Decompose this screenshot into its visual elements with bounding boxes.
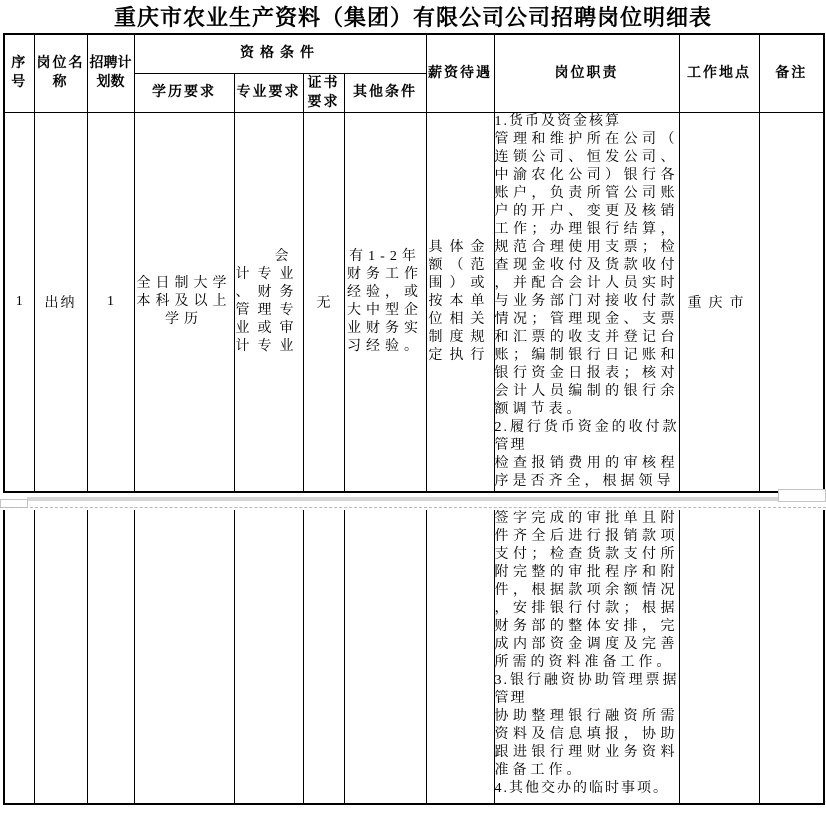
duties-paragraph: 4.其他交办的临时事项。	[494, 781, 669, 796]
header-education: 学历要求	[134, 73, 234, 112]
duties-paragraph: 1.货币及资金核算	[494, 113, 621, 129]
cell-remark-cont	[759, 510, 824, 804]
cell-education-cont	[134, 510, 234, 804]
cell-certificate: 无	[303, 112, 344, 492]
cell-plan-count: 1	[87, 112, 134, 492]
cell-remark	[759, 112, 824, 492]
cell-position-name: 出纳	[34, 112, 87, 492]
cell-education: 全日制大学本科及以上学历	[134, 112, 234, 492]
page-break-dashed-line	[0, 507, 826, 508]
cell-location-cont	[679, 510, 759, 804]
header-plan-count: 招聘计划数	[87, 34, 134, 112]
cell-location: 重庆市	[679, 112, 759, 492]
cell-major: 会计专业、财务管理专业或审计专业	[234, 112, 303, 492]
header-other-conditions: 其他条件	[344, 73, 426, 112]
recruitment-table-page2	[3, 510, 825, 805]
header-salary: 薪资待遇	[426, 34, 494, 112]
header-location: 工作地点	[679, 34, 759, 112]
cell-seq: 1	[4, 112, 34, 492]
header-major: 专业要求	[234, 73, 303, 112]
duties-paragraph: 协助整理银行融资所需资料及信息填报，协助跟进银行理财业务资料准备工作。	[494, 709, 679, 778]
duties-paragraph: 3.银行融资协助管理票据管理	[494, 673, 679, 706]
duties-paragraph: 管理和维护所在公司（连锁公司、恒发公司、中渝农化公司）银行各账户，负责所管公司账户的开户、变更及核销工作；办理银行结算，规范合理使用支票；检查现金收付及货款收付，并配合会计人员实时与业务部门对接收付款情况；管理现金、支票和汇票的收支并登记台账；编制银行日记账和银行资金日报表；核对会计人员编制的银行余额调节表。	[494, 131, 679, 417]
header-certificate: 证书要求	[303, 73, 344, 112]
header-duties: 岗位职责	[494, 34, 679, 112]
cell-position-name-cont	[34, 510, 87, 804]
page-title: 重庆市农业生产资料（集团）有限公司公司招聘岗位明细表	[113, 5, 712, 30]
cell-major-cont	[234, 510, 303, 804]
header-position-name: 岗位名称	[34, 34, 87, 112]
duties-paragraph: 签字完成的审批单且附件齐全后进行报销款项支付；检查货款支付所附完整的审批程序和附件，根据款项余额情况，安排银行付款；根据财务部的整体安排，完成内部资金调度及完善所需的资料准备工作。	[494, 511, 679, 670]
header-remark: 备注	[759, 34, 824, 112]
cell-certificate-cont	[303, 510, 344, 804]
page-break-band	[27, 497, 779, 501]
duties-paragraph: 2.履行货币资金的收付款管理	[494, 419, 679, 453]
duties-paragraph: 检查报销费用的审核程序是否齐全，根据领导	[494, 455, 679, 489]
cell-other-conditions: 有1-2年财务工作经验，或大中型企业财务实习经验。	[344, 112, 426, 492]
recruitment-table-page1	[3, 33, 825, 493]
cell-salary-cont	[426, 510, 494, 804]
cell-seq-cont	[4, 510, 34, 804]
header-seq: 序号	[4, 34, 34, 112]
cell-duties-page1	[494, 112, 679, 492]
page-break-notch-right	[778, 489, 826, 502]
cell-salary: 具体金额（范围）或按本单位相关制度规定执行	[426, 112, 494, 492]
header-qualification: 资格条件	[134, 34, 426, 73]
cell-duties-page2	[494, 510, 679, 804]
cell-other-conditions-cont	[344, 510, 426, 804]
cell-plan-count-cont	[87, 510, 134, 804]
